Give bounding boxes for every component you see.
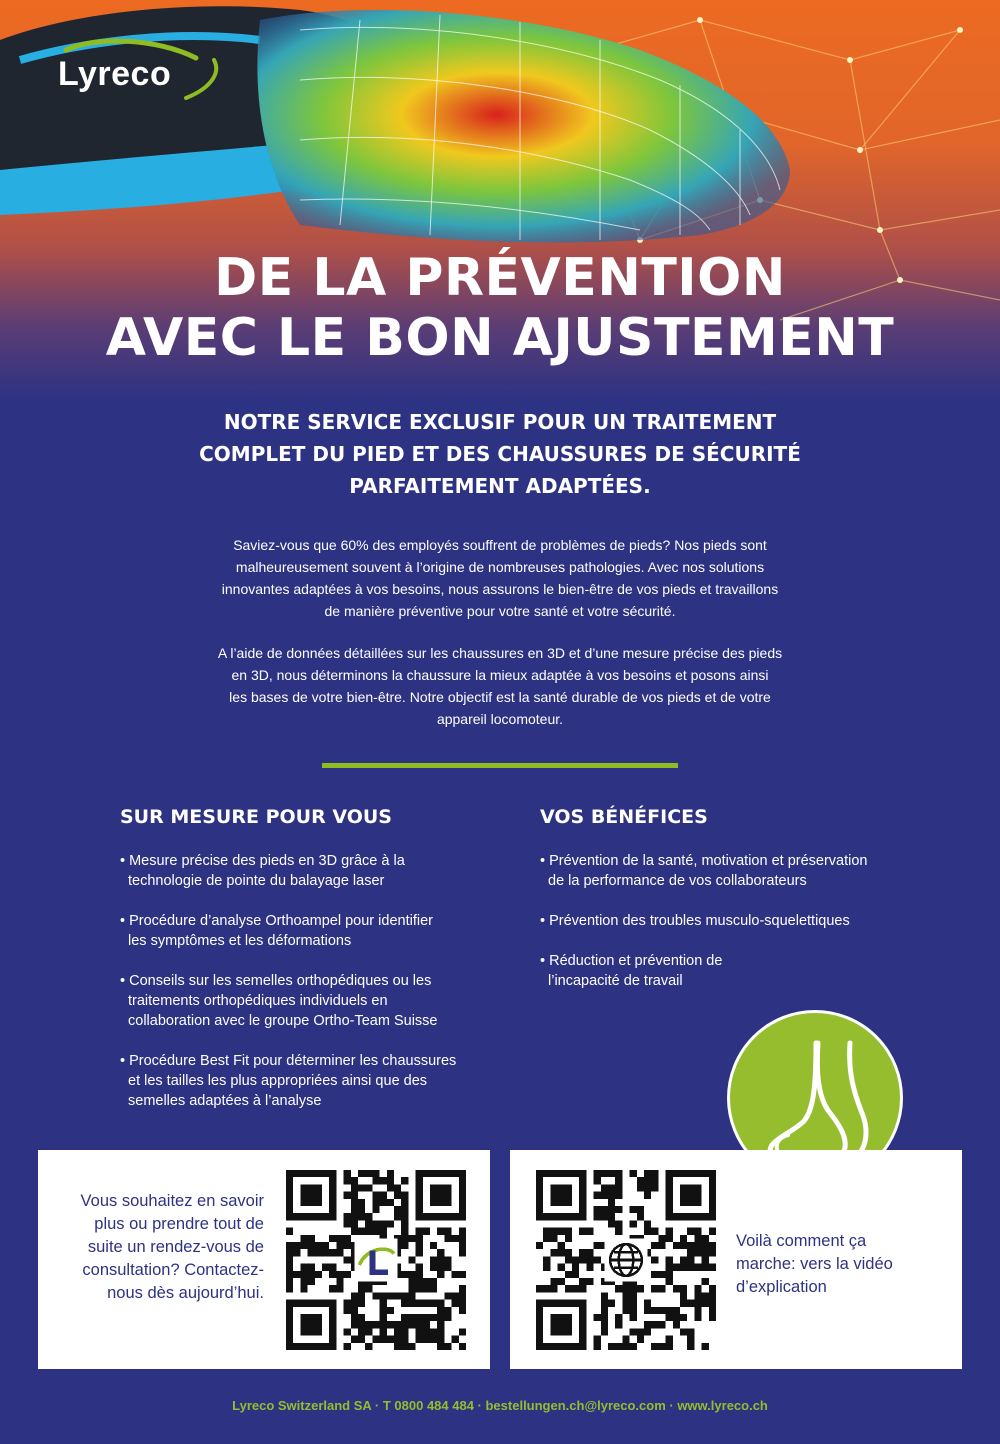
intro-p2-line: en 3D, nous déterminons la chaussure la mieux adaptée à vos besoins et posons ainsi (231, 667, 769, 683)
list-item-line: • Prévention des troubles musculo-squelettiques (540, 913, 850, 929)
page-title (0, 248, 1000, 368)
list-item-line: • Prévention de la santé, motivation et préservation (540, 853, 868, 869)
intro-p2-line: appareil locomoteur. (436, 711, 564, 727)
contact-text-line: suite un rendez-vous de (87, 1238, 264, 1256)
intro-p1-line: Saviez-vous que 60% des employés souffrent de problèmes de pieds? Nos pieds sont (233, 537, 767, 553)
subtitle-line-2: COMPLET DU PIED ET DES CHAUSSURES DE SÉCURITÉ (199, 442, 801, 466)
list-item-line: de la performance de vos collaborateurs (548, 873, 807, 889)
video-qr-code[interactable] (536, 1170, 716, 1350)
list-item-line: les symptômes et les déformations (128, 933, 352, 949)
benefits-list (540, 851, 900, 991)
contact-text-line: Vous souhaitez en savoir (80, 1192, 264, 1210)
contact-text-line: plus ou prendre tout de (94, 1215, 264, 1233)
list-item-line: • Conseils sur les semelles orthopédiques ou les (120, 973, 432, 989)
list-item-line: • Réduction et prévention de (540, 953, 723, 969)
intro-p1-line: innovantes adaptées à vos besoins, nous assurons le bien-être de vos pieds et travaillons (221, 581, 779, 597)
list-item-line: • Procédure d’analyse Orthoampel pour identifier (120, 913, 433, 929)
video-text-line: marche: vers la vidéo (736, 1255, 893, 1273)
list-item (120, 971, 480, 1031)
video-text (736, 1230, 936, 1299)
list-item (540, 951, 900, 991)
video-text-line: Voilà comment ça (736, 1232, 867, 1250)
video-text-line: d’explication (736, 1278, 827, 1296)
custom-fit-section (120, 805, 480, 1131)
list-item-line: technologie de pointe du balayage laser (128, 873, 385, 889)
list-item (120, 911, 480, 951)
contact-box (38, 1150, 490, 1369)
contact-text-line: nous dès aujourd’hui. (107, 1284, 264, 1302)
subtitle-line-1: NOTRE SERVICE EXCLUSIF POUR UN TRAITEMENT (223, 410, 777, 434)
benefits-section (540, 805, 900, 1011)
video-box (510, 1150, 962, 1369)
title-line-2: AVEC LE BON AJUSTEMENT (105, 308, 895, 368)
list-item-line: semelles adaptées à l’analyse (128, 1093, 322, 1109)
intro-p1-line: de manière préventive pour votre santé et votre sécurité. (324, 603, 676, 619)
list-item (540, 911, 900, 931)
subtitle-line-3: PARFAITEMENT ADAPTÉES. (349, 474, 651, 498)
list-item (120, 851, 480, 891)
list-item-line: collaboration avec le groupe Ortho-Team Suisse (128, 1013, 438, 1029)
title-line-1: DE LA PRÉVENTION (214, 248, 786, 308)
contact-qr-code[interactable] (286, 1170, 466, 1350)
contact-text-line: consultation? Contactez- (82, 1261, 264, 1279)
subtitle (150, 406, 850, 502)
list-item-line: • Mesure précise des pieds en 3D grâce à la (120, 853, 405, 869)
intro-p2-line: les bases de votre bien-être. Notre objectif est la santé durable de vos pieds et de votre (229, 689, 771, 705)
list-item (120, 1051, 480, 1111)
intro-p1-line: malheureusement souvent à l’origine de nombreuses pathologies. Avec nos solutions (235, 559, 765, 575)
logo-text: Lyreco (58, 55, 172, 93)
custom-fit-list (120, 851, 480, 1111)
footer-contact: Lyreco Switzerland SA · T 0800 484 484 · bestellungen.ch@lyreco.com · www.lyreco.ch (232, 1398, 768, 1413)
contact-text (56, 1190, 264, 1305)
section-heading: SUR MESURE POUR VOUS (120, 806, 392, 828)
intro-paragraph-2 (185, 642, 815, 730)
intro-paragraph-1 (185, 534, 815, 622)
list-item-line: et les tailles les plus appropriées ainsi que des (128, 1073, 428, 1089)
section-divider (322, 763, 678, 768)
list-item-line: l’incapacité de travail (548, 973, 683, 989)
list-item (540, 851, 900, 891)
intro-p2-line: A l’aide de données détaillées sur les chaussures en 3D et d’une mesure précise des pieds (217, 645, 783, 661)
list-item-line: traitements orthopédiques individuels en (128, 993, 388, 1009)
list-item-line: • Procédure Best Fit pour déterminer les chaussures (120, 1053, 457, 1069)
section-heading: VOS BÉNÉFICES (540, 806, 708, 828)
